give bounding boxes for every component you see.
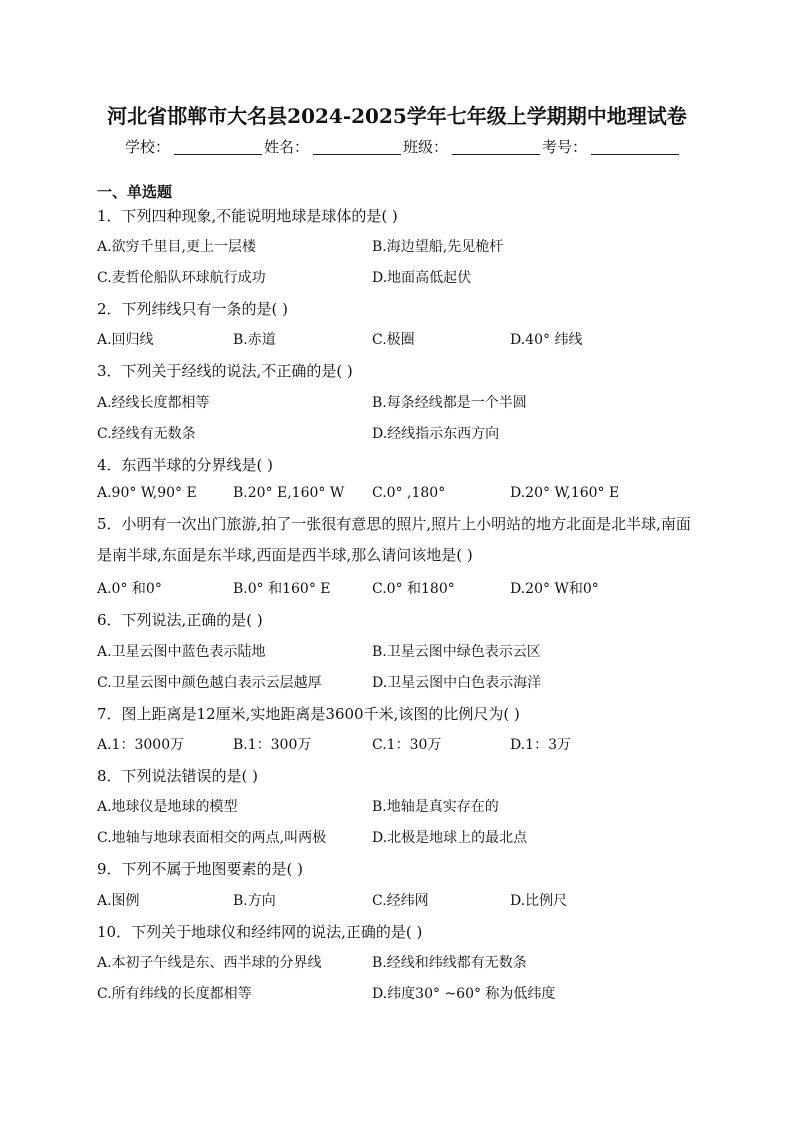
option-b[interactable]: B.赤道 xyxy=(233,332,276,348)
option-c[interactable]: C.0° 和180° xyxy=(372,581,455,597)
option-d[interactable]: D.纬度30° ~60° 称为低纬度 xyxy=(372,986,556,1002)
option-c[interactable]: C.麦哲伦船队环球航行成功 xyxy=(97,270,266,286)
question-options xyxy=(97,392,697,412)
option-b[interactable]: B.卫星云图中绿色表示云区 xyxy=(372,644,541,660)
option-b[interactable]: B.0° 和160° E xyxy=(233,581,331,597)
question-options xyxy=(97,329,697,349)
question-options xyxy=(97,236,697,256)
section-heading: 一、单选题 xyxy=(97,183,173,201)
option-c[interactable]: C.极圈 xyxy=(372,332,415,348)
option-d[interactable]: D.1：3万 xyxy=(510,737,571,753)
question-stem: 7．图上距离是12厘米,实地距离是3600千米,该图的比例尺为( ) xyxy=(97,705,520,723)
question-options xyxy=(97,641,697,661)
option-a[interactable]: A.卫星云图中蓝色表示陆地 xyxy=(97,644,266,660)
option-c[interactable]: C.1：30万 xyxy=(372,737,442,753)
question-stem: 9．下列不属于地图要素的是( ) xyxy=(97,860,304,878)
question-options xyxy=(97,952,697,972)
option-d[interactable]: D.北极是地球上的最北点 xyxy=(372,830,528,846)
school-label: 学校： xyxy=(125,138,171,156)
option-c[interactable]: C.经纬网 xyxy=(372,893,429,909)
name-blank[interactable] xyxy=(313,138,401,155)
question-options xyxy=(97,672,697,692)
question-options xyxy=(97,267,697,287)
option-a[interactable]: A.图例 xyxy=(97,893,140,909)
school-blank[interactable] xyxy=(174,138,262,155)
question-options xyxy=(97,734,697,754)
question-stem: 2．下列纬线只有一条的是( ) xyxy=(97,300,289,318)
question-options xyxy=(97,890,697,910)
option-d[interactable]: D.20° W,160° E xyxy=(510,485,620,501)
question-stem: 5．小明有一次出门旅游,拍了一张很有意思的照片,照片上小明站的地方北面是北半球,南面是南半球,东面是东半球,西面是西半球,那么请问该地是( ) xyxy=(97,515,691,564)
class-label: 班级： xyxy=(403,138,449,156)
number-blank[interactable] xyxy=(591,138,679,155)
option-b[interactable]: B.地轴是真实存在的 xyxy=(372,799,499,815)
option-b[interactable]: B.经线和纬线都有无数条 xyxy=(372,955,527,971)
question-stem: 10．下列关于地球仪和经纬网的说法,正确的是( ) xyxy=(97,923,423,941)
class-blank[interactable] xyxy=(452,138,540,155)
option-a[interactable]: A.0° 和0° xyxy=(97,581,162,597)
option-a[interactable]: A.回归线 xyxy=(97,332,154,348)
option-b[interactable]: B.海边望船,先见桅杆 xyxy=(372,239,504,255)
option-d[interactable]: D.地面高低起伏 xyxy=(372,270,472,286)
option-a[interactable]: A.地球仪是地球的模型 xyxy=(97,799,238,815)
option-a[interactable]: A.1：3000万 xyxy=(97,737,185,753)
option-c[interactable]: C.0° ,180° xyxy=(372,485,446,501)
student-info-row xyxy=(125,136,685,157)
option-b[interactable]: B.20° E,160° W xyxy=(233,485,345,501)
question-stem: 6．下列说法,正确的是( ) xyxy=(97,611,263,629)
option-d[interactable]: D.比例尺 xyxy=(510,893,568,909)
question-options xyxy=(97,983,697,1003)
question-options xyxy=(97,485,697,505)
option-b[interactable]: B.1：300万 xyxy=(233,737,312,753)
option-c[interactable]: C.地轴与地球表面相交的两点,叫两极 xyxy=(97,830,327,846)
name-label: 姓名： xyxy=(264,138,310,156)
question-stem: 4．东西半球的分界线是( ) xyxy=(97,456,274,474)
option-d[interactable]: D.20° W和0° xyxy=(510,581,599,597)
question-options xyxy=(97,827,697,847)
option-a[interactable]: A.欲穷千里目,更上一层楼 xyxy=(97,239,257,255)
option-d[interactable]: D.40° 纬线 xyxy=(510,332,583,348)
question-options xyxy=(97,578,697,598)
option-d[interactable]: D.经线指示东西方向 xyxy=(372,426,500,442)
number-label: 考号： xyxy=(542,138,588,156)
option-c[interactable]: C.经线有无数条 xyxy=(97,426,196,442)
question-stem: 3．下列关于经线的说法,不正确的是( ) xyxy=(97,362,353,380)
option-b[interactable]: B.每条经线都是一个半圆 xyxy=(372,395,527,411)
question-stem: 8．下列说法错误的是( ) xyxy=(97,767,259,785)
option-d[interactable]: D.卫星云图中白色表示海洋 xyxy=(372,675,542,691)
question-stem: 1．下列四种现象,不能说明地球是球体的是( ) xyxy=(97,207,398,225)
option-a[interactable]: A.本初子午线是东、西半球的分界线 xyxy=(97,955,322,971)
option-b[interactable]: B.方向 xyxy=(233,893,276,909)
option-a[interactable]: A.90° W,90° E xyxy=(97,485,197,501)
question-options xyxy=(97,796,697,816)
exam-title: 河北省邯郸市大名县2024-2025学年七年级上学期期中地理试卷 xyxy=(107,104,687,128)
question-options xyxy=(97,423,697,443)
option-c[interactable]: C.所有纬线的长度都相等 xyxy=(97,986,252,1002)
option-a[interactable]: A.经线长度都相等 xyxy=(97,395,210,411)
option-c[interactable]: C.卫星云图中颜色越白表示云层越厚 xyxy=(97,675,322,691)
